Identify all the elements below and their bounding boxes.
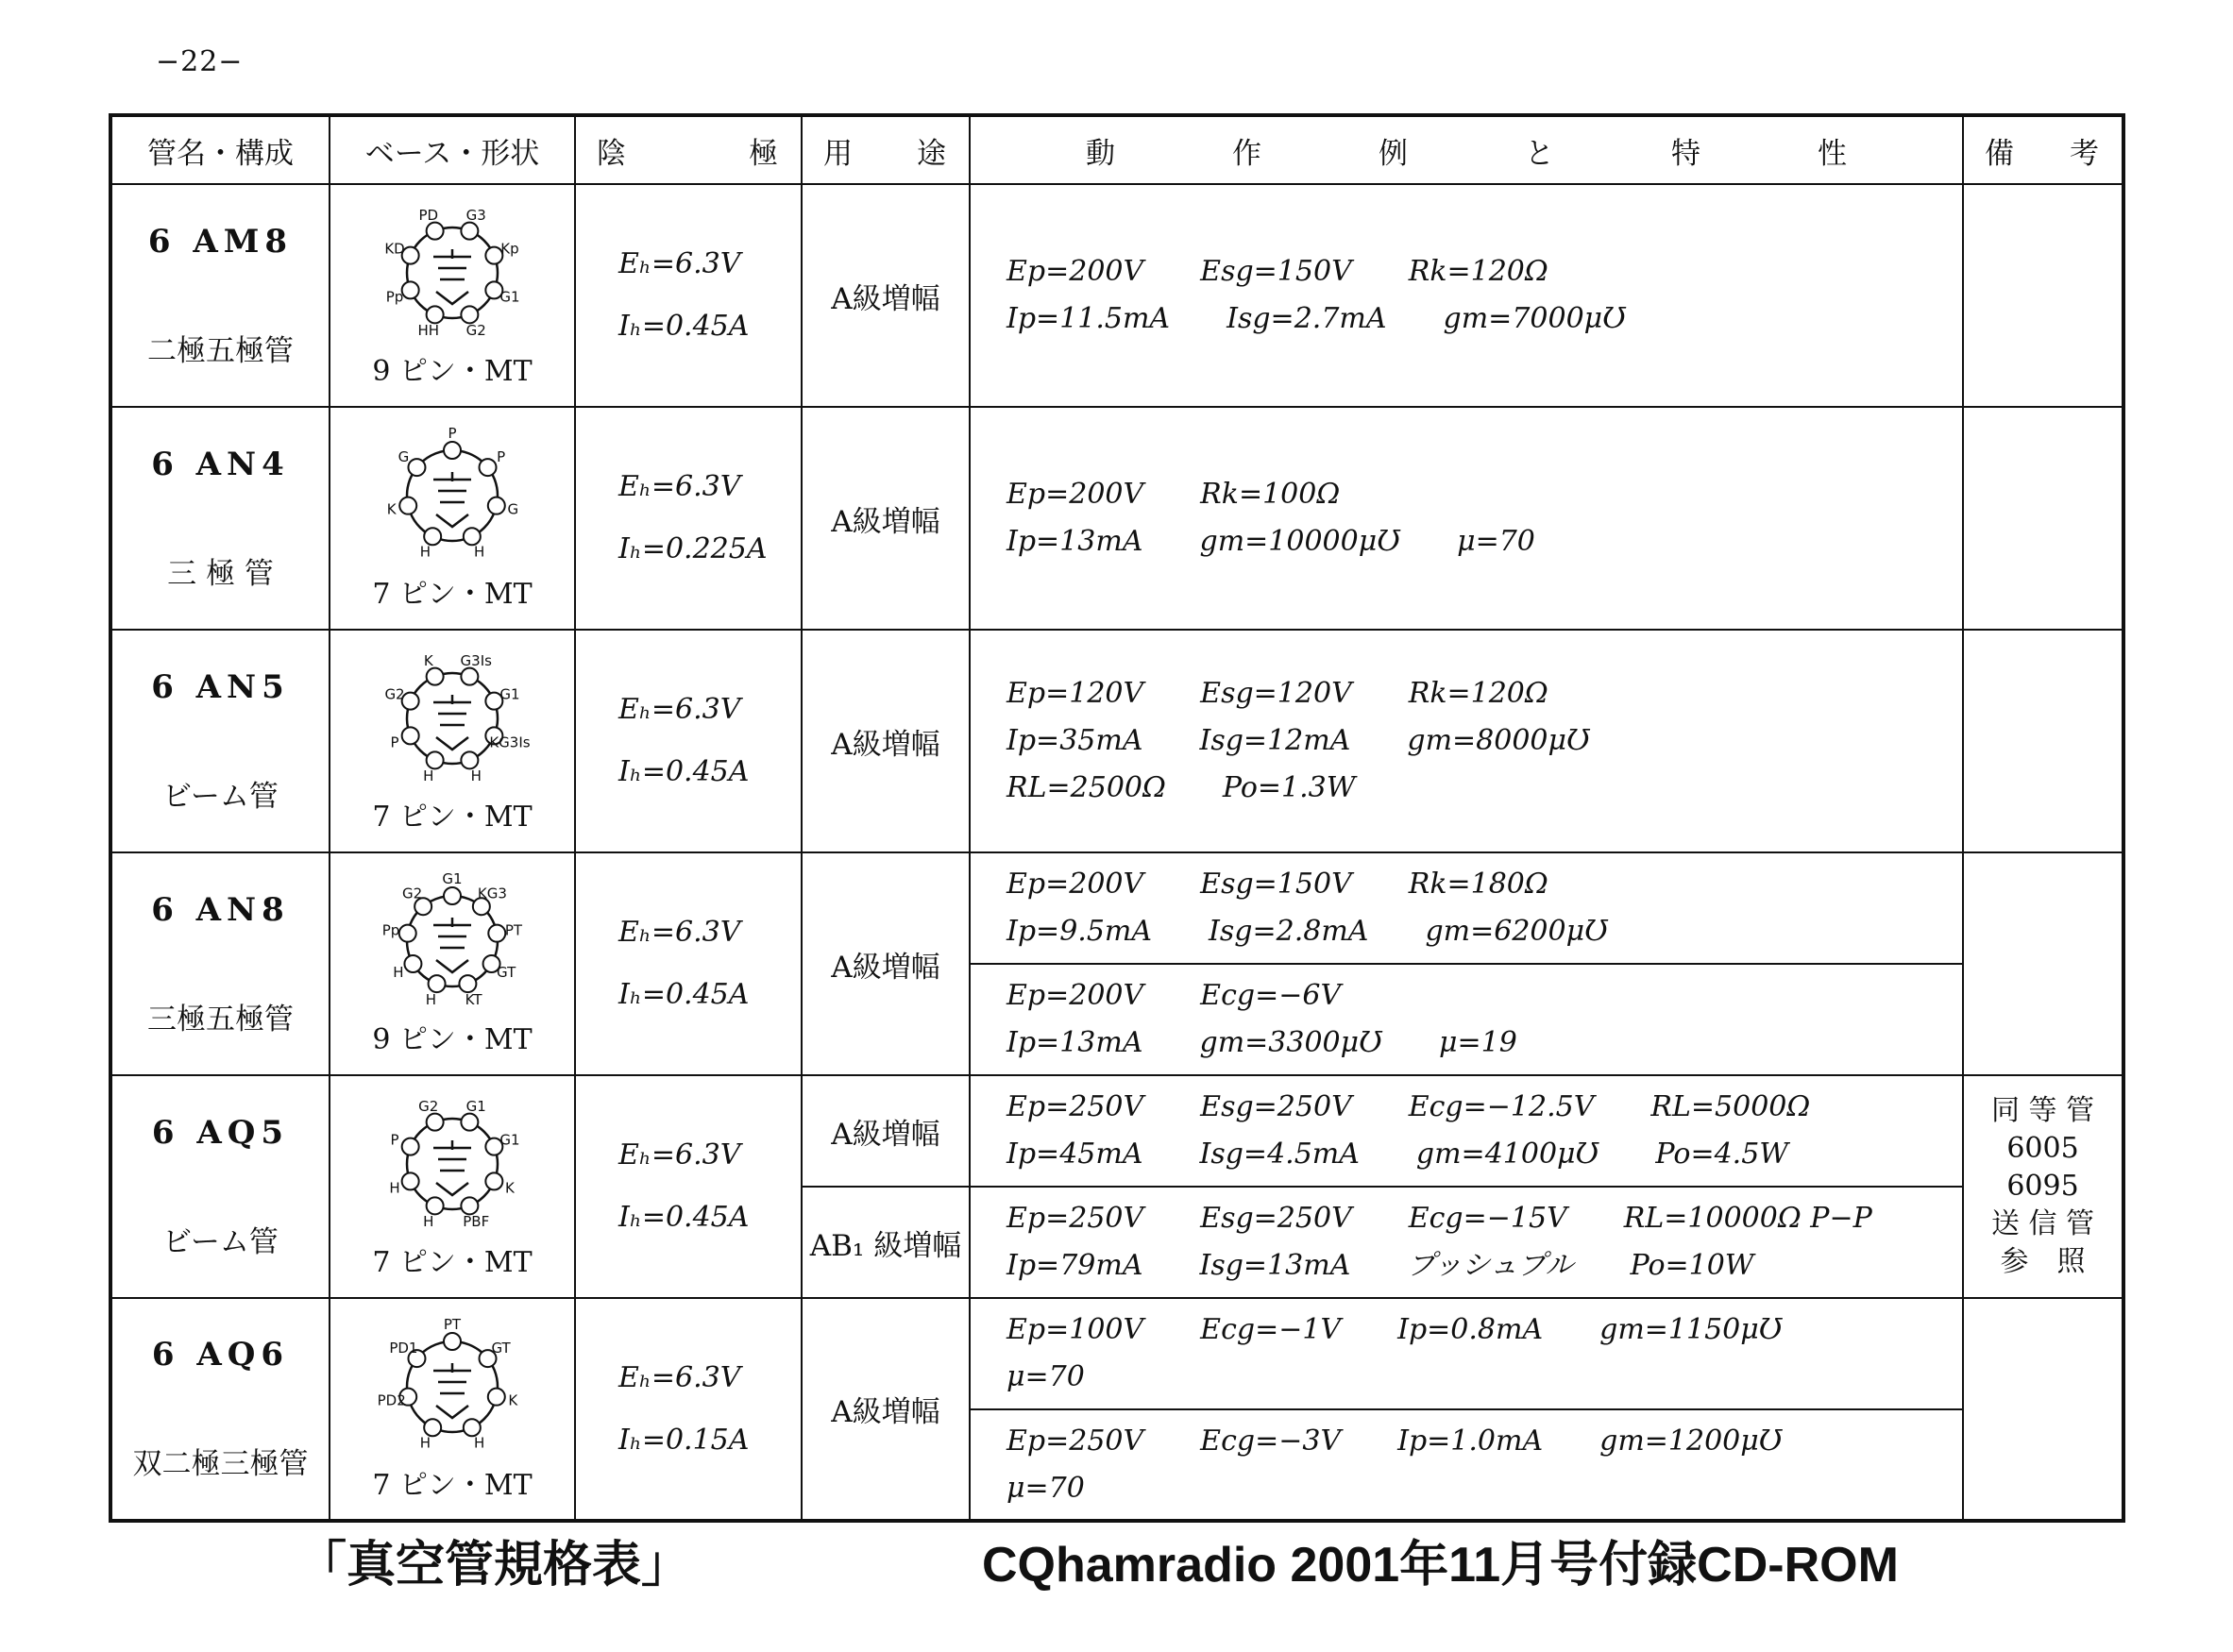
tube-base-cell [330, 1075, 575, 1298]
use-cell: A級増幅 [802, 1298, 970, 1521]
pin-label: HH [417, 321, 440, 339]
header-characteristics: 動 作 例 と 特 性 [970, 115, 1963, 184]
pin-label: H [419, 1433, 431, 1451]
tube-row [110, 184, 2123, 407]
use-cell: A級増幅 [802, 184, 970, 407]
base-label: 9 ピン・MT [372, 355, 533, 388]
tube-id: 6 AQ6 [151, 1336, 290, 1374]
pin-marker [427, 306, 444, 323]
pin-label: H [393, 964, 404, 981]
base-pin-diagram-icon [381, 202, 523, 344]
characteristic-value: Ip=35mA [1007, 724, 1143, 757]
characteristics-cell [970, 184, 1963, 407]
characteristic-value: Ip=9.5mA [1007, 915, 1153, 948]
characteristics-cell [970, 407, 1963, 630]
pin-marker [461, 668, 478, 685]
pin-label: G3Is [460, 652, 492, 670]
characteristic-value: Ecg=−3V [1200, 1424, 1342, 1458]
tube-id: 6 AN8 [151, 890, 290, 929]
header-cathode: 陰 極 [575, 115, 802, 184]
remark-line: 6005 [2006, 1132, 2079, 1165]
characteristic-value: Ip=1.0mA [1397, 1424, 1544, 1458]
pin-label: Kp [500, 240, 519, 258]
tube-name-cell [110, 407, 330, 630]
characteristics-line [1007, 1020, 1962, 1067]
characteristics-line [1007, 717, 1962, 765]
pin-label: PD2 [377, 1391, 406, 1409]
characteristic-value: Ep=250V [1007, 1424, 1144, 1458]
pin-marker [399, 497, 416, 514]
pin-label: G [507, 500, 519, 518]
use-cell: A級増幅 [802, 852, 970, 1075]
characteristic-value: Rk=100Ω [1200, 478, 1341, 511]
pin-label: KG3Is [489, 733, 531, 751]
pin-label: Pp [385, 288, 404, 306]
tube-id: 6 AQ5 [151, 1113, 290, 1152]
characteristics-cell [970, 852, 1963, 964]
characteristic-value: gm=1200μƱ [1599, 1424, 1783, 1458]
characteristic-value: Ip=13mA [1007, 1026, 1143, 1059]
characteristics-line [1007, 248, 1962, 295]
base-label: 7 ピン・MT [372, 1246, 533, 1279]
header-name: 管名・構成 [110, 115, 330, 184]
header-remarks: 備 考 [1963, 115, 2123, 184]
pin-marker [488, 925, 505, 942]
remark-line: 6095 [2006, 1170, 2079, 1203]
tube-id: 6 AN4 [151, 445, 290, 483]
cathode-cell [575, 630, 802, 852]
pin-label: K [505, 1179, 515, 1197]
characteristic-value: Ip=79mA [1007, 1249, 1143, 1282]
header-base: ベース・形状 [330, 115, 575, 184]
characteristic-value: Ep=200V [1007, 478, 1144, 511]
characteristic-value: μ=19 [1439, 1026, 1517, 1059]
remarks-cell [1963, 630, 2123, 852]
pin-marker [427, 1114, 444, 1131]
characteristic-value: gm=8000μƱ [1407, 724, 1590, 757]
heater-current: Iₕ=0.225A [618, 532, 768, 565]
tube-id: 6 AM8 [147, 222, 294, 261]
characteristic-value: Ip=13mA [1007, 525, 1143, 558]
tube-type: ビーム管 [162, 779, 279, 814]
characteristics-line [1007, 1195, 1962, 1242]
heater-current: Iₕ=0.45A [618, 755, 750, 788]
characteristic-value: gm=1150μƱ [1599, 1313, 1783, 1346]
pin-label: G1 [499, 685, 520, 703]
pin-label: G2 [418, 1098, 439, 1116]
pin-label: G3 [465, 207, 486, 225]
tube-name-cell [110, 1298, 330, 1521]
characteristic-value: Ecg=−6V [1200, 979, 1342, 1012]
characteristic-value: Rk=120Ω [1408, 255, 1548, 288]
base-label: 7 ピン・MT [372, 578, 533, 611]
characteristic-value: Esg=250V [1200, 1202, 1352, 1235]
tube-base-cell [330, 852, 575, 1075]
characteristics-cell [970, 1075, 1963, 1187]
header-row [110, 115, 2123, 184]
characteristic-value: Po=4.5W [1655, 1138, 1789, 1171]
characteristic-value: Esg=250V [1200, 1090, 1352, 1123]
heater-voltage: Eₕ=6.3V [618, 1360, 741, 1394]
characteristic-value: Ip=0.8mA [1397, 1313, 1544, 1346]
base-pin-diagram-icon [381, 425, 523, 566]
heater-current: Iₕ=0.45A [618, 310, 750, 343]
characteristic-value: Isg=2.7mA [1226, 302, 1387, 335]
pin-label: G1 [499, 1131, 520, 1149]
characteristics-line [1007, 1418, 1962, 1465]
heater-voltage: Eₕ=6.3V [618, 916, 741, 949]
tube-row [110, 1298, 2123, 1409]
heater-voltage: Eₕ=6.3V [618, 693, 741, 726]
pin-label: G1 [499, 288, 520, 306]
pin-marker [444, 442, 461, 459]
base-label: 7 ピン・MT [372, 801, 533, 834]
characteristics-line [1007, 471, 1962, 518]
base-pin-diagram-icon [381, 870, 523, 1012]
use-cell: A級増幅 [802, 1075, 970, 1187]
heater-voltage: Eₕ=6.3V [618, 470, 741, 503]
use-cell: A級増幅 [802, 630, 970, 852]
pin-label: PD1 [389, 1339, 418, 1357]
header-use: 用 途 [802, 115, 970, 184]
characteristic-value: Po=10W [1630, 1249, 1754, 1282]
pin-marker [427, 223, 444, 240]
pin-label: KT [465, 991, 482, 1009]
characteristic-value: Rk=120Ω [1408, 677, 1548, 710]
pin-marker [461, 1114, 478, 1131]
characteristics-line [1007, 518, 1962, 565]
characteristics-line [1007, 295, 1962, 343]
remarks-cell [1963, 407, 2123, 630]
characteristic-value: gm=6200μƱ [1425, 915, 1608, 948]
footer-source: CQhamradio 2001年11月号付録CD-ROM [982, 1538, 1899, 1593]
tube-body [110, 184, 2123, 1521]
base-pin-diagram-icon [381, 648, 531, 789]
tube-base-cell [330, 1298, 575, 1521]
pin-label: G2 [384, 685, 405, 703]
cathode-cell [575, 1075, 802, 1298]
use-cell: AB₁ 級増幅 [802, 1187, 970, 1298]
pin-marker [399, 925, 416, 942]
pin-label: H [423, 1212, 434, 1230]
cathode-cell [575, 184, 802, 407]
footer-title: 「真空管規格表」 [297, 1537, 691, 1593]
tube-name-cell [110, 630, 330, 852]
remark-line: 参 照 [2000, 1245, 2086, 1278]
characteristic-value: μ=70 [1007, 1360, 1085, 1393]
pin-marker [404, 955, 421, 972]
pin-marker [461, 1197, 478, 1214]
tube-type: 二極五極管 [147, 333, 294, 368]
pin-marker [427, 1197, 444, 1214]
pin-marker [488, 497, 505, 514]
pin-label: P [448, 425, 457, 442]
characteristics-cell [970, 1409, 1963, 1521]
characteristic-value: Ep=200V [1007, 255, 1144, 288]
characteristic-value: gm=4100μƱ [1415, 1138, 1599, 1171]
characteristic-value: Ep=200V [1007, 868, 1144, 901]
characteristic-value: Isg=13mA [1199, 1249, 1351, 1282]
pin-marker [402, 281, 419, 298]
characteristics-cell [970, 964, 1963, 1075]
pin-label: G [398, 447, 410, 465]
tube-row [110, 407, 2123, 630]
heater-current: Iₕ=0.45A [618, 1201, 750, 1234]
heater-current: Iₕ=0.15A [618, 1423, 750, 1457]
pin-label: G1 [465, 1098, 486, 1116]
tube-name-cell [110, 852, 330, 1075]
characteristic-value: Isg=12mA [1199, 724, 1351, 757]
tube-name-cell [110, 1075, 330, 1298]
characteristics-line [1007, 1306, 1962, 1354]
pin-marker [402, 1172, 419, 1189]
tube-type: 双二極三極管 [132, 1447, 309, 1481]
heater-voltage: Eₕ=6.3V [618, 247, 741, 280]
pin-marker [402, 727, 419, 744]
tube-base-cell [330, 630, 575, 852]
pin-label: H [425, 991, 437, 1009]
cathode-cell [575, 852, 802, 1075]
pin-label: PBF [463, 1212, 490, 1230]
characteristic-value: Rk=180Ω [1408, 868, 1548, 901]
pin-marker [402, 1138, 419, 1155]
pin-label: G1 [442, 870, 463, 887]
remark-line: 同 等 管 [1990, 1094, 2095, 1127]
tube-row [110, 630, 2123, 852]
page-number: −22− [156, 45, 244, 78]
tube-base-cell [330, 184, 575, 407]
pin-label: GT [497, 964, 516, 981]
characteristic-value: Ep=200V [1007, 979, 1144, 1012]
base-label: 7 ピン・MT [372, 1468, 533, 1502]
characteristic-value: Ep=250V [1007, 1090, 1144, 1123]
pin-label: KD [384, 240, 405, 258]
remark-line: 送 信 管 [1990, 1207, 2095, 1240]
tube-row [110, 1075, 2123, 1187]
tube-id: 6 AN5 [151, 667, 290, 706]
use-cell: A級増幅 [802, 407, 970, 630]
pin-marker [408, 459, 425, 476]
pin-marker [488, 1388, 505, 1405]
characteristic-value: μ=70 [1007, 1471, 1085, 1505]
heater-voltage: Eₕ=6.3V [618, 1138, 741, 1172]
characteristics-line [1007, 670, 1962, 717]
pin-label: P [390, 1131, 399, 1149]
characteristic-value: RL=2500Ω [1007, 771, 1166, 804]
characteristic-value: Po=1.3W [1222, 771, 1356, 804]
pin-label: H [419, 543, 431, 561]
heater-current: Iₕ=0.45A [618, 978, 750, 1011]
pin-label: K [508, 1391, 518, 1409]
characteristic-value: gm=10000μƱ [1199, 525, 1401, 558]
remarks-cell [1963, 184, 2123, 407]
pin-label: G2 [401, 885, 423, 902]
base-pin-diagram-icon [381, 1093, 523, 1235]
pin-marker [459, 975, 476, 992]
pin-label: KG3 [477, 885, 507, 902]
characteristic-value: Esg=150V [1200, 868, 1352, 901]
pin-label: GT [491, 1339, 511, 1357]
tube-type: 三 極 管 [167, 556, 274, 591]
base-label: 9 ピン・MT [372, 1023, 533, 1056]
pin-marker [427, 668, 444, 685]
pin-label: P [390, 733, 399, 751]
characteristic-value: Ep=120V [1007, 677, 1144, 710]
pin-label: H [423, 767, 434, 784]
pin-marker [485, 1172, 502, 1189]
characteristics-line [1007, 1242, 1962, 1290]
pin-label: PT [443, 1315, 462, 1333]
cathode-cell [575, 1298, 802, 1521]
characteristic-value: Ecg=−15V [1408, 1202, 1567, 1235]
characteristic-value: gm=3300μƱ [1199, 1026, 1382, 1059]
characteristics-line [1007, 1354, 1962, 1401]
characteristic-value: Isg=4.5mA [1199, 1138, 1360, 1171]
pin-label: H [473, 1433, 485, 1451]
characteristics-line [1007, 861, 1962, 908]
pin-marker [444, 1333, 461, 1350]
characteristic-value: Ip=45mA [1007, 1138, 1143, 1171]
characteristic-value: RL=5000Ω [1650, 1090, 1811, 1123]
characteristic-value: プッシュプル [1407, 1249, 1574, 1282]
characteristics-line [1007, 1131, 1962, 1178]
characteristic-value: Ep=100V [1007, 1313, 1144, 1346]
characteristic-value: Esg=150V [1200, 255, 1352, 288]
pin-label: K [386, 500, 397, 518]
tube-name-cell [110, 184, 330, 407]
remarks-cell [1963, 852, 2123, 1075]
pin-marker [429, 975, 446, 992]
characteristic-value: Ep=250V [1007, 1202, 1144, 1235]
characteristic-value: RL=10000Ω P−P [1623, 1202, 1872, 1235]
characteristics-cell [970, 1187, 1963, 1298]
characteristics-line [1007, 1084, 1962, 1131]
characteristics-line [1007, 1465, 1962, 1512]
pin-label: PD [418, 207, 439, 225]
tube-spec-table [109, 113, 2125, 1523]
pin-label: PT [504, 921, 523, 939]
characteristic-value: μ=70 [1457, 525, 1535, 558]
characteristic-value: Ip=11.5mA [1007, 302, 1171, 335]
characteristic-value: Esg=120V [1200, 677, 1352, 710]
pin-marker [444, 887, 461, 904]
characteristics-line [1007, 972, 1962, 1020]
characteristic-value: Ecg=−12.5V [1408, 1090, 1595, 1123]
characteristic-value: Ecg=−1V [1200, 1313, 1342, 1346]
characteristics-line [1007, 908, 1962, 955]
cathode-cell [575, 407, 802, 630]
base-pin-diagram-icon [377, 1315, 523, 1458]
tube-base-cell [330, 407, 575, 630]
characteristics-cell [970, 630, 1963, 852]
pin-label: Pp [381, 921, 400, 939]
pin-label: H [389, 1179, 400, 1197]
pin-label: H [470, 767, 482, 784]
remarks-cell [1963, 1298, 2123, 1521]
tube-type: 三極五極管 [147, 1002, 294, 1037]
characteristic-value: gm=7000μƱ [1443, 302, 1627, 335]
pin-label: H [473, 543, 485, 561]
remarks-cell [1963, 1075, 2123, 1298]
pin-marker [461, 751, 478, 768]
pin-marker [461, 306, 478, 323]
pin-label: G2 [465, 321, 486, 339]
characteristics-line [1007, 765, 1962, 812]
tube-row [110, 852, 2123, 964]
pin-marker [461, 223, 478, 240]
pin-marker [427, 751, 444, 768]
characteristic-value: Isg=2.8mA [1209, 915, 1369, 948]
pin-label: K [423, 652, 433, 670]
pin-marker [480, 459, 497, 476]
characteristics-cell [970, 1298, 1963, 1409]
tube-type: ビーム管 [162, 1224, 279, 1259]
pin-label: P [497, 447, 506, 465]
